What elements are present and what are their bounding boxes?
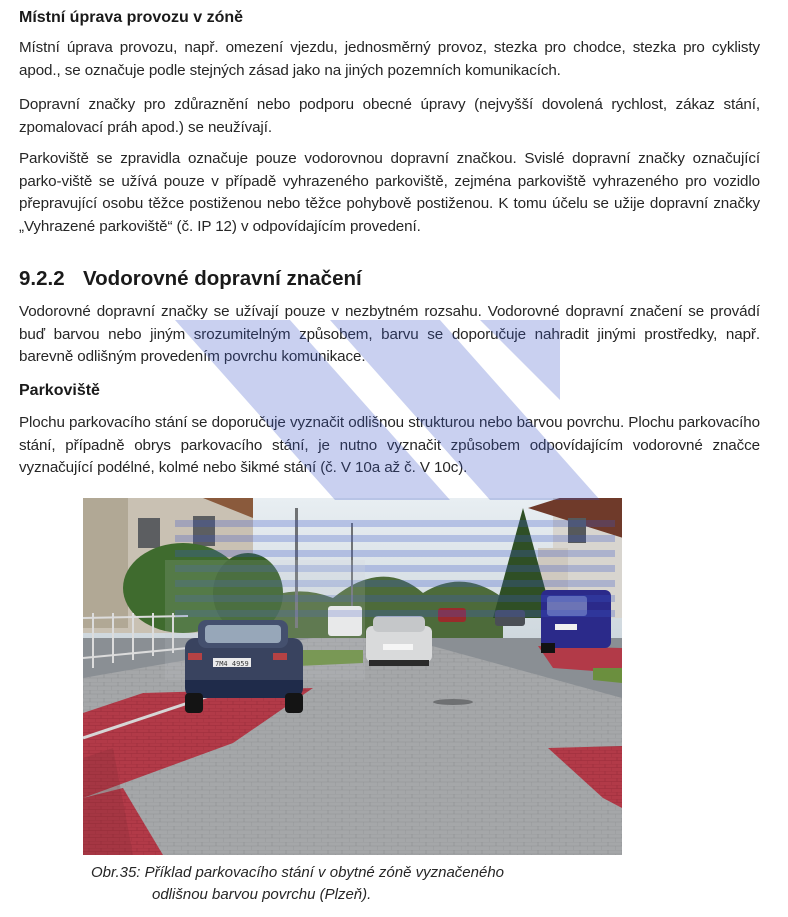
license-plate: 7M4 4959 bbox=[215, 660, 249, 668]
subheading-local-traffic: Místní úprava provozu v zóně bbox=[19, 9, 244, 26]
paragraph-horizontal-marking: Vodorovné dopravní značky se užívají pouze v nezbytném rozsahu. Vodorovné dopravní značení se provádí buď barvou nebo jiným srozumitelným způsobem, barvu se doporučuje nahradit jinými prostředky, např. barevně odlišným provedením povrchu komunikace. bbox=[19, 303, 760, 365]
subheading-parking: Parkoviště bbox=[19, 382, 100, 399]
caption-line-1: Obr.35: Příklad parkovacího stání v obytné zóně vyznačeného bbox=[91, 864, 505, 881]
parking-photo-illustration bbox=[83, 498, 622, 855]
caption-line-2: odlišnou barvou povrchu (Plzeň). bbox=[152, 886, 372, 903]
section-heading bbox=[19, 266, 362, 292]
paragraph-parking-area: Plochu parkovacího stání se doporučuje vyznačit odlišnou strukturou nebo barvou povrchu. Plochu parkovacího stání, případně obrys parkovacího stání, je nutno vyznačit způsobem odpovídajícím vodorovné značce vyznačující podélné, kolmé nebo šikmé stání (č. V 10a až č. V 10c). bbox=[19, 414, 760, 476]
parking-photo bbox=[83, 498, 622, 855]
paragraph-traffic-signs: Dopravní značky pro zdůraznění nebo podporu obecné úpravy (nejvyšší dovolená rychlost, zákaz stání, zpomalovací práh apod.) se neužívají. bbox=[19, 96, 760, 136]
figure-caption bbox=[91, 862, 504, 906]
section-number: 9.2.2 bbox=[19, 267, 65, 290]
section-title: Vodorovné dopravní značení bbox=[83, 267, 362, 290]
paragraph-local-traffic: Místní úprava provozu, např. omezení vjezdu, jednosměrný provoz, stezka pro chodce, stezka pro cyklisty apod., se označuje podle stejných zásad jako na jiných pozemních komunikacích. bbox=[19, 39, 760, 79]
paragraph-parking-signs: Parkoviště se zpravidla označuje pouze vodorovnou dopravní značkou. Svislé dopravní značky označující parko-viště se užívá pouze v případě vyhrazeného parkoviště, zejména parkoviště vyhrazeného pro vozidlo přepravující osobu těžce postiženou nebo těžce pohybově postiženou. K tomu účelu se užije dopravní značky „Vyhrazené parkoviště“ (č. IP 12) v odpovídajícím provedení. bbox=[19, 150, 760, 235]
